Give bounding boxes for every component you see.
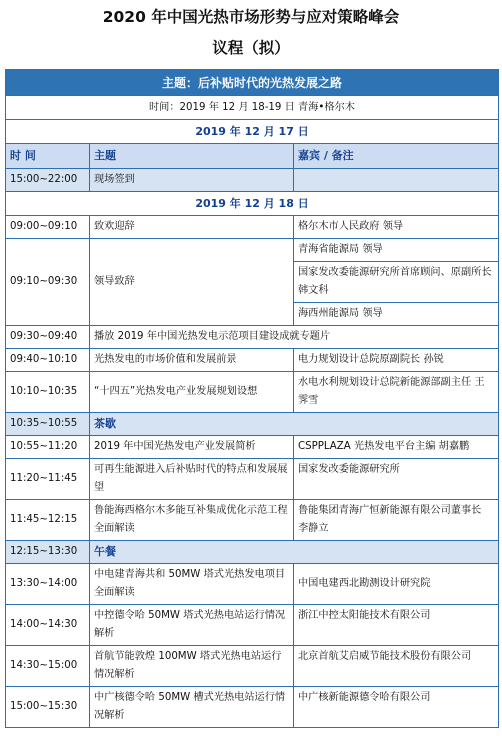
- session-time: 10:10~10:35: [6, 372, 90, 413]
- session-topic: 2019 年中国光热发电产业发展简析: [90, 436, 294, 459]
- session-topic: 致欢迎辞: [90, 216, 294, 239]
- topic-column-header: 主题: [90, 144, 294, 169]
- session-time: 15:00~15:30: [6, 687, 90, 728]
- column-header-row: [6, 144, 499, 169]
- session-topic: 首航节能敦煌 100MW 塔式光热电站运行情况解析: [90, 646, 294, 687]
- session-time: 15:00~22:00: [6, 169, 90, 192]
- theme-row: [6, 70, 499, 96]
- time-column-header: 时 间: [6, 144, 90, 169]
- session-guest-list: [294, 239, 499, 326]
- agenda-row: [6, 687, 499, 728]
- session-topic: 现场签到: [90, 169, 294, 192]
- date-heading: 2019 年 12 月 17 日: [6, 120, 499, 144]
- session-guest: 海西州能源局 领导: [298, 308, 383, 319]
- session-time: 14:30~15:00: [6, 646, 90, 687]
- document-title: 2020 年中国光热市场形势与应对策略峰会: [102, 8, 400, 26]
- session-time: 09:00~09:10: [6, 216, 90, 239]
- session-guest: 电力规划设计总院原副院长 孙锐: [294, 349, 499, 372]
- session-topic: 光热发电的市场价值和发展前景: [90, 349, 294, 372]
- meeting-time: 时间：2019 年 12 月 18-19 日 青海•格尔木: [6, 96, 499, 120]
- break-label: 茶歇: [90, 413, 499, 436]
- session-guest: 中广核新能源德令哈有限公司: [294, 687, 499, 728]
- session-time: 09:30~09:40: [6, 326, 90, 349]
- session-guest: 青海省能源局 领导: [294, 239, 498, 262]
- session-topic: 领导致辞: [90, 239, 294, 326]
- agenda-row: [6, 605, 499, 646]
- document-subtitle: 议程（拟）: [212, 39, 290, 57]
- session-time: 14:00~14:30: [6, 605, 90, 646]
- agenda-row: [6, 216, 499, 239]
- session-time: 09:10~09:30: [6, 239, 90, 326]
- agenda-row-break: [6, 541, 499, 564]
- session-topic: 可再生能源进入后补贴时代的特点和发展展望: [90, 459, 294, 500]
- agenda-row: [6, 349, 499, 372]
- session-topic: 中电建青海共和 50MW 塔式光热发电项目全面解读: [90, 564, 294, 605]
- agenda-row: [6, 436, 499, 459]
- session-topic: “十四五”光热发电产业发展规划设想: [90, 372, 294, 413]
- agenda-row: [6, 500, 499, 541]
- agenda-row-break: [6, 413, 499, 436]
- session-time: 12:15~13:30: [6, 541, 90, 564]
- session-time: 10:35~10:55: [6, 413, 90, 436]
- agenda-row: [6, 564, 499, 605]
- session-topic: 播放 2019 年中国光热发电示范项目建设成就专题片: [90, 326, 499, 349]
- session-guest: 鲁能集团青海广恒新能源有限公司董事长 李静立: [294, 500, 499, 541]
- date-heading: 2019 年 12 月 18 日: [6, 192, 499, 216]
- session-guest: 国家发改委能源研究所: [294, 459, 499, 500]
- session-guest: 国家发改委能源研究所首席顾问、原副所长 韩文科: [294, 262, 498, 303]
- session-time: 10:55~11:20: [6, 436, 90, 459]
- session-topic: 中控德令哈 50MW 塔式光热电站运行情况解析: [90, 605, 294, 646]
- agenda-row: [6, 239, 499, 326]
- agenda-row: [6, 646, 499, 687]
- date-row-day2: [6, 192, 499, 216]
- session-guest: 格尔木市人民政府 领导: [294, 216, 499, 239]
- session-guest: 浙江中控太阳能技术有限公司: [294, 605, 499, 646]
- meeting-time-row: [6, 96, 499, 120]
- session-time: 11:45~12:15: [6, 500, 90, 541]
- session-guest: 北京首航艾启威节能技术股份有限公司: [294, 646, 499, 687]
- session-guest: CSPPLAZA 光热发电平台主编 胡嘉鹏: [294, 436, 499, 459]
- session-guest: 水电水利规划设计总院新能源部副主任 王霁雪: [294, 372, 499, 413]
- theme-banner: 主题：后补贴时代的光热发展之路: [6, 70, 499, 96]
- session-topic: 中广核德令哈 50MW 槽式光热电站运行情况解析: [90, 687, 294, 728]
- session-topic: 鲁能海西格尔木多能互补集成优化示范工程全面解读: [90, 500, 294, 541]
- agenda-row: [6, 372, 499, 413]
- agenda-table: [5, 69, 499, 728]
- agenda-row: [6, 326, 499, 349]
- guest-column-header: 嘉宾 / 备注: [294, 144, 499, 169]
- session-guest: [294, 169, 499, 192]
- session-time: 13:30~14:00: [6, 564, 90, 605]
- agenda-row: [6, 169, 499, 192]
- session-time: 09:40~10:10: [6, 349, 90, 372]
- session-guest: 中国电建西北勘测设计研究院: [294, 564, 499, 605]
- date-row-day1: [6, 120, 499, 144]
- session-time: 11:20~11:45: [6, 459, 90, 500]
- agenda-row: [6, 459, 499, 500]
- break-label: 午餐: [90, 541, 499, 564]
